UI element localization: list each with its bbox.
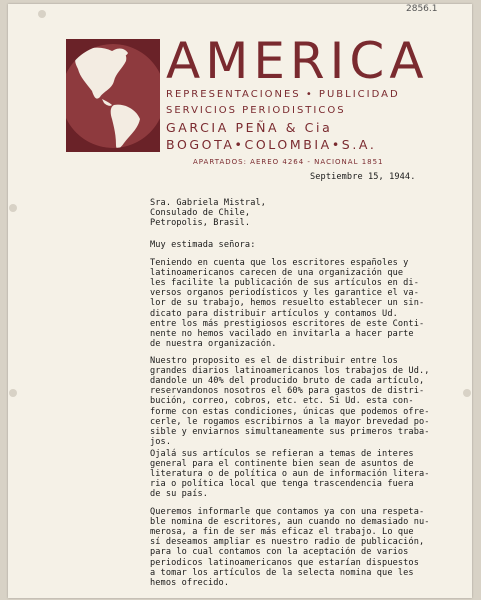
paragraph-line: sí deseamos ampliar es nuestro radio de publicación, bbox=[150, 537, 425, 548]
paragraph-line: periodicos latinoamericanos que estarían dispuestos bbox=[150, 557, 419, 568]
paragraph-line: Nuestro proposito es el de distribuir entre los bbox=[150, 356, 398, 366]
letter-date: Septiembre 15, 1944. bbox=[310, 172, 416, 182]
letterhead-services-line: REPRESENTACIONES • PUBLICIDAD bbox=[166, 89, 400, 100]
paragraph-line: para lo cual contamos con la aceptación de varios bbox=[150, 547, 409, 558]
paragraph-line: cerle, le rogamos escribirnos a la mayor brevedad po- bbox=[150, 416, 430, 427]
punch-hole bbox=[9, 204, 17, 212]
paragraph-line: literatura o de política o aun de información litera- bbox=[150, 469, 430, 480]
paragraph-line: a tomar los artículos de la selecta nomina que les bbox=[150, 567, 414, 578]
paragraph-line: general para el continente bien sean de asuntos de bbox=[150, 459, 414, 470]
letterhead-po-boxes: APARTADOS: AEREO 4264 - NACIONAL 1851 bbox=[193, 158, 384, 166]
paragraph-line: de nuestra organización. bbox=[150, 338, 277, 349]
paragraph-line: Teniendo en cuenta que los escritores españoles y bbox=[150, 258, 409, 268]
paragraph-line: ria o política local que tenga trascendencia fuera bbox=[150, 479, 414, 490]
paragraph-line: jos. bbox=[150, 436, 172, 447]
paragraph-line: Ojalá sus artículos se refieran a temas de interes bbox=[150, 449, 414, 459]
paragraph-line: Queremos informarle que contamos ya con una respeta- bbox=[150, 507, 425, 517]
paragraph-line: dicato para distribuir artículos y contamos Ud. bbox=[150, 308, 398, 319]
paragraph-line: les facilite la publicación de sus artículos en di- bbox=[150, 278, 419, 289]
paragraph-line: hemos ofrecido. bbox=[150, 577, 230, 588]
letterhead-city-line: BOGOTA•COLOMBIA•S.A. bbox=[166, 137, 377, 152]
paragraph-line: bución, correo, cobros, etc. etc. Si Ud. esta con- bbox=[150, 396, 414, 407]
paragraph-line: latinoamericanos carecen de una organización que bbox=[150, 268, 404, 279]
archive-number: 2856.1 bbox=[406, 4, 438, 14]
recipient-line: Petropolis, Brasil. bbox=[150, 218, 251, 228]
recipient-line: Consulado de Chile, bbox=[150, 208, 251, 218]
paragraph-line: grandes diarios latinoamericanos los trabajos de Ud., bbox=[150, 366, 430, 377]
paragraph-line: lor de su trabajo, hemos resuelto establecer un sin- bbox=[150, 298, 425, 309]
americas-map-logo bbox=[66, 39, 160, 152]
paragraph-line: de su país. bbox=[150, 489, 209, 500]
paragraph-line: versos organos periodísticos y les garantice el va- bbox=[150, 288, 419, 299]
paragraph-line: reservandonos nosotros el 60% para gastos de distri- bbox=[150, 386, 425, 397]
punch-hole bbox=[463, 389, 471, 397]
punch-hole bbox=[9, 389, 17, 397]
paragraph-line: forme con estas condiciones, únicas que podemos ofre- bbox=[150, 406, 430, 417]
letterhead-press-line: SERVICIOS PERIODISTICOS bbox=[166, 105, 346, 116]
letter-sheet bbox=[8, 4, 472, 598]
salutation: Muy estimada señora: bbox=[150, 240, 256, 250]
paragraph-line: nente no hemos vacilado en invitarla a hacer parte bbox=[150, 328, 414, 339]
paragraph-line: ble nomina de escritores, aun cuando no demasiado nu- bbox=[150, 517, 430, 528]
paragraph-line: sible y enviarnos simultaneamente sus primeros traba- bbox=[150, 426, 430, 437]
letterhead-company-line: GARCIA PEÑA & Cia bbox=[166, 120, 333, 135]
brand-name: AMERICA bbox=[166, 32, 429, 90]
punch-hole bbox=[38, 10, 46, 18]
paragraph-line: merosa, a fin de ser más eficaz el trabajo. Lo que bbox=[150, 527, 414, 538]
paragraph-line: dandole un 40% del producido bruto de cada artículo, bbox=[150, 376, 425, 387]
recipient-line: Sra. Gabriela Mistral, bbox=[150, 198, 267, 208]
paragraph-line: entre los más prestigiosos escritores de este Conti- bbox=[150, 318, 425, 329]
